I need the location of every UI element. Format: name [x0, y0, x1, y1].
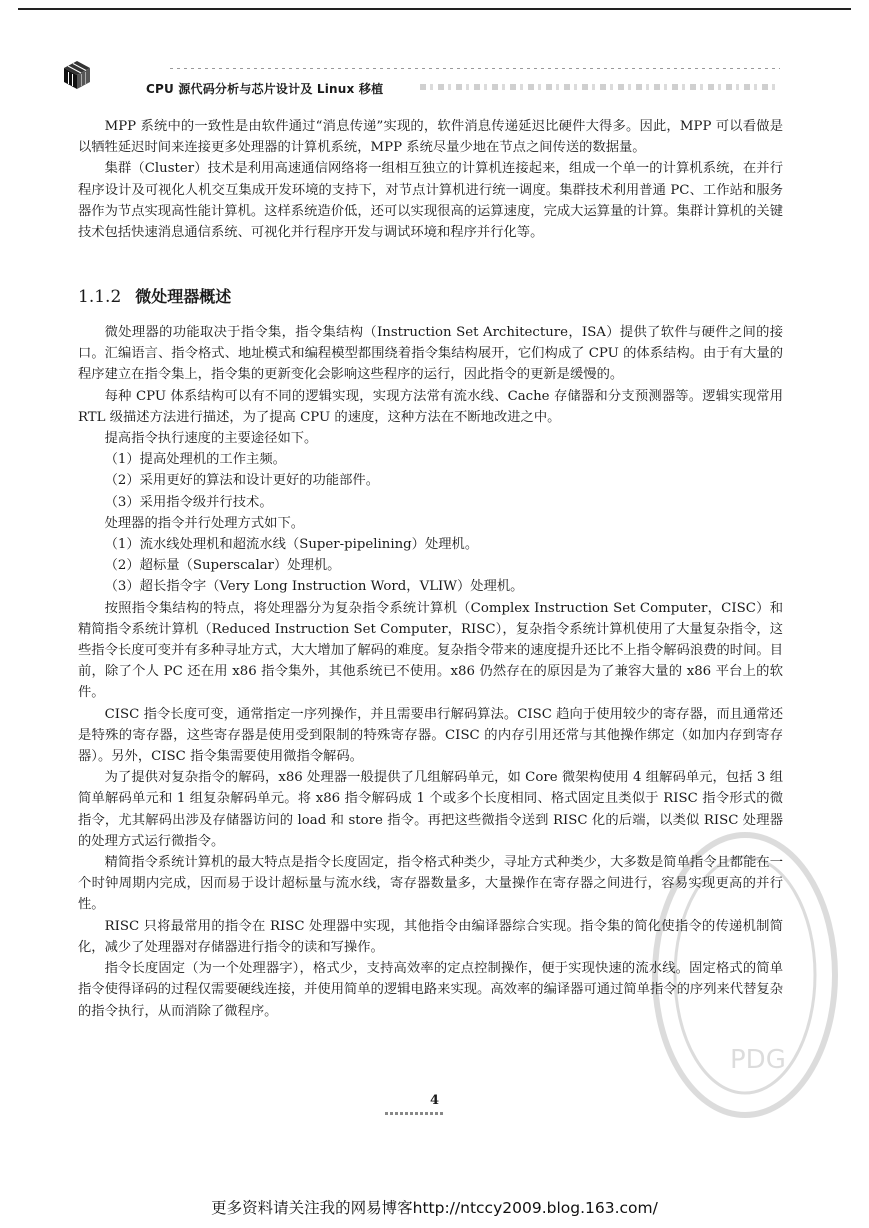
list-item: 处理器的指令并行处理方式如下。 [104, 515, 305, 531]
header-title: CPU 源代码分析与芯片设计及 Linux 移植 [146, 82, 384, 96]
header-noise [420, 84, 780, 90]
watermark-label: PDG [730, 1045, 786, 1075]
body-paragraph: 指令长度固定（为一个处理器字），格式少，支持高效率的定点控制操作，便于实现快速的流水线。固定格式的简单指令使得译码的过程仅需要硬线连接，并使用简单的逻辑电路来实现。高效率的编译器可通过简单指令的序列来代替复杂的指令执行，从而消除了微程序。 [78, 961, 783, 1019]
body-paragraph: CISC 指令长度可变，通常指定一序列操作，并且需要串行解码算法。CISC 趋向于使用较少的寄存器，而且通常还是特殊的寄存器，这些寄存器是使用受到限制的特殊寄存器。CISC 的内存引用还常与其他操作绑定（如加内存到寄存器）。另外，CISC 指令集需要使用微指令解码。 [78, 706, 783, 765]
section-number: 1.1.2 [78, 287, 122, 307]
book-logo-icon [60, 58, 94, 92]
body-paragraph: 每种 CPU 体系结构可以有不同的逻辑实现，实现方法常有流水线、Cache 存储器和分支预测器等。逻辑实现常用 RTL 级描述方法进行描述，为了提高 CPU 的速度，这种方法在不断地改进之中。 [78, 388, 783, 425]
section-title: 微处理器概述 [135, 287, 232, 306]
intro-paragraph-1: MPP 系统中的一致性是由软件通过“消息传递”实现的，软件消息传递延迟比硬件大得多。因此，MPP 可以看做是以牺牲延迟时间来连接更多处理器的计算机系统，MPP 系统尽量少地在节点之间传送的数据量。 [78, 119, 783, 156]
section-heading [78, 284, 231, 307]
header-dashed-rule [170, 68, 780, 69]
body-paragraph: 为了提供对复杂指令的解码，x86 处理器一般提供了几组解码单元，如 Core 微架构使用 4 组解码单元，包括 3 组简单解码单元和 1 组复杂解码单元。将 x86 指令解码成 1 个或多个长度相同、格式固定且类似于 RISC 指令形式的微指令，尤其解码出涉及存储器访问的 load 和 store 指令。再把这些微指令送到 RISC 化的后端，以类似 RISC 处理器的处理方式运行微指令。 [78, 770, 783, 849]
page-number-ornament [385, 1112, 445, 1115]
list-item: （2）采用更好的算法和设计更好的功能部件。 [104, 473, 379, 489]
list-item: （1）流水线处理机和超流水线（Super-pipelining）处理机。 [104, 537, 479, 553]
list-item: （1）提高处理机的工作主频。 [104, 452, 286, 468]
list-item: （3）超长指令字（Very Long Instruction Word，VLIW）处理机。 [104, 579, 524, 595]
body-paragraph: RISC 只将最常用的指令在 RISC 处理器中实现，其他指令由编译器综合实现。指令集的简化使指令的传递机制简化，减少了处理器对存储器进行指令的读和写操作。 [78, 918, 783, 955]
page-number: 4 [429, 1093, 440, 1108]
body-paragraph: 微处理器的功能取决于指令集，指令集结构（Instruction Set Architecture，ISA）提供了软件与硬件之间的接口。汇编语言、指令格式、地址模式和编程模型都围绕着指令集结构展开，它们构成了 CPU 的体系结构。由于有大量的程序建立在指令集上，指令集的更新变化会影响这些程序的运行，因此指令的更新是缓慢的。 [78, 325, 783, 383]
footer-note: 更多资料请关注我的网易博客http://ntccy2009.blog.163.com/ [211, 1199, 658, 1217]
section-body [78, 322, 783, 1022]
top-rule [18, 8, 851, 10]
running-header [60, 58, 780, 98]
body-paragraph: 精简指令系统计算机的最大特点是指令长度固定，指令格式种类少，寻址方式种类少，大多数是简单指令且都能在一个时钟周期内完成，因而易于设计超标量与流水线，寄存器数量多，大量操作在寄存器之间进行，容易实现更高的并行性。 [78, 855, 783, 913]
list-item: （3）采用指令级并行技术。 [104, 494, 273, 510]
intro-block [78, 116, 783, 243]
list-item: （2）超标量（Superscalar）处理机。 [104, 558, 341, 574]
body-paragraph: 按照指令集结构的特点，将处理器分为复杂指令系统计算机（Complex Instruction Set Computer，CISC）和精简指令系统计算机（Reduced Instruction Set Computer，RISC），复杂指令系统计算机使用了大量复杂指令，这些指令长度可变并有多种寻址方式，大大增加了解码的难度。复杂指令带来的速度提升还比不上指令解码浪费的时间。目前，除了个人 PC 还在用 x86 指令集外，其他系统已不使用。x86 仍然存在的原因是为了兼容大量的 x86 平台上的软件。 [78, 600, 783, 701]
list-item: 提高指令执行速度的主要途径如下。 [104, 431, 318, 447]
intro-paragraph-2: 集群（Cluster）技术是利用高速通信网络将一组相互独立的计算机连接起来，组成一个单一的计算机系统，在并行程序设计及可视化人机交互集成开发环境的支持下，对节点计算机进行统一调度。集群技术利用普通 PC、工作站和服务器作为节点实现高性能计算机。这样系统造价低，还可以实现很高的运算速度，完成大运算量的计算。集群计算机的关键技术包括快速消息通信系统、可视化并行程序开发与调试环境和程序并行化等。 [78, 161, 783, 241]
